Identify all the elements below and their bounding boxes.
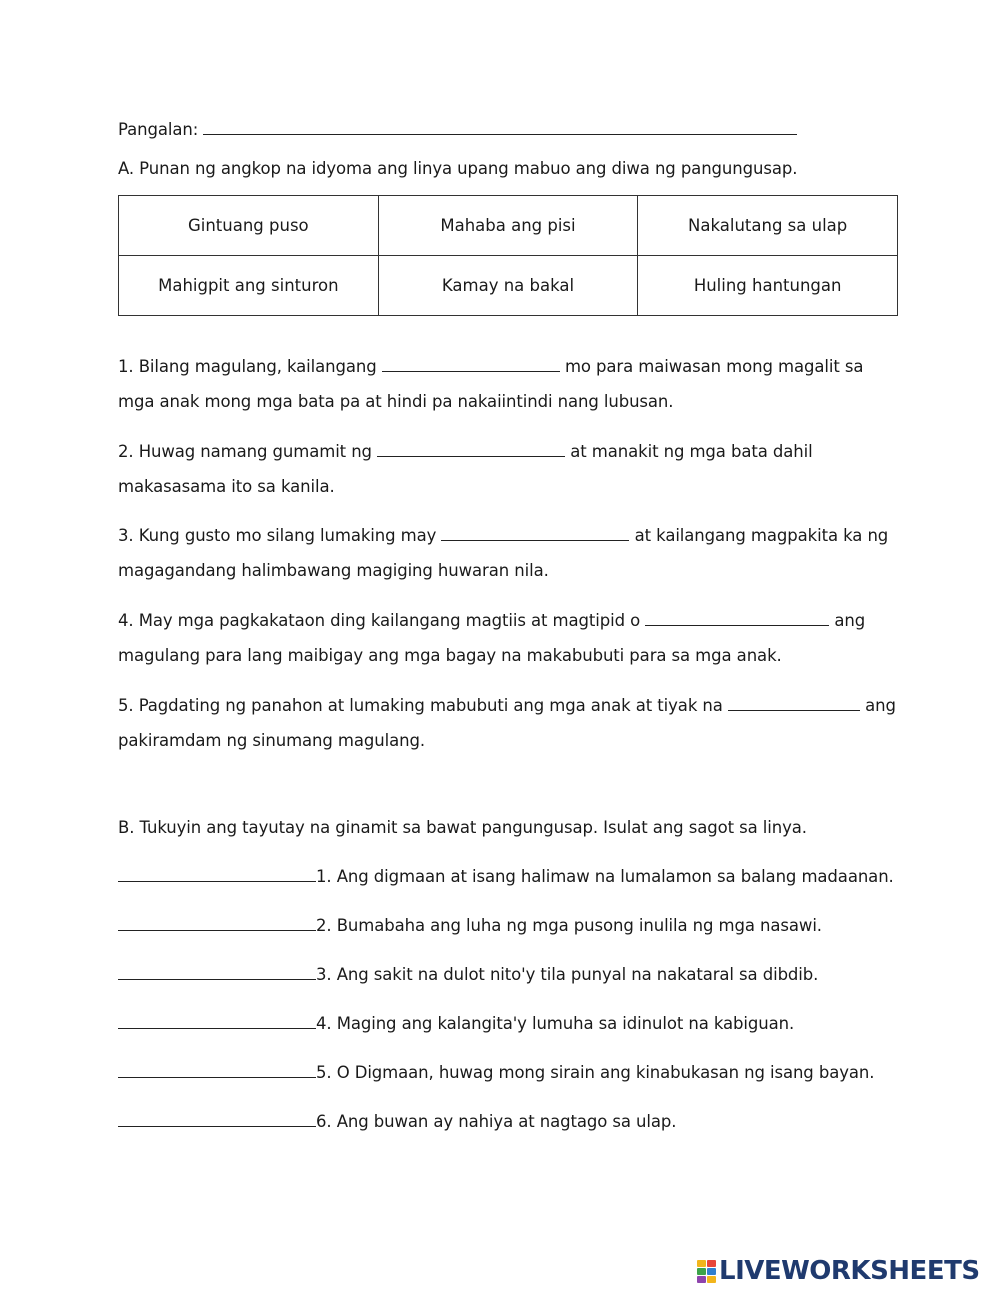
logo-block bbox=[697, 1260, 706, 1267]
item-text: at manakit ng mga bata dahil bbox=[570, 442, 813, 461]
name-label: Pangalan: bbox=[118, 120, 199, 139]
section-b-item-1 bbox=[118, 866, 894, 887]
section-b-item-6 bbox=[118, 1111, 676, 1132]
item-text: 5. Pagdating ng panahon at lumaking mabubuti ang mga anak at tiyak na bbox=[118, 696, 723, 715]
section-a-item-4 bbox=[118, 610, 865, 631]
logo-blocks-icon bbox=[697, 1260, 716, 1283]
logo-block bbox=[697, 1268, 706, 1275]
answer-blank[interactable] bbox=[382, 356, 560, 372]
item-text: 1. Bilang magulang, kailangang bbox=[118, 357, 377, 376]
logo-block bbox=[707, 1260, 716, 1267]
answer-blank[interactable] bbox=[118, 1062, 316, 1078]
item-text: 4. May mga pagkakataon ding kailangang magtiis at magtipid o bbox=[118, 611, 641, 630]
liveworksheets-logo bbox=[697, 1257, 980, 1285]
section-b-item-5 bbox=[118, 1062, 874, 1083]
section-b-item-4 bbox=[118, 1013, 794, 1034]
idiom-cell: Kamay na bakal bbox=[378, 256, 638, 316]
section-a-item-3-cont: magagandang halimbawang magiging huwaran nila. bbox=[118, 561, 549, 580]
section-b-instruction: B. Tukuyin ang tayutay na ginamit sa bawat pangungusap. Isulat ang sagot sa linya. bbox=[118, 818, 807, 837]
section-a-item-4-cont: magulang para lang maibigay ang mga bagay na makabubuti para sa mga anak. bbox=[118, 646, 782, 665]
item-text: ang bbox=[834, 611, 866, 630]
item-text: at kailangang magpakita ka ng bbox=[634, 526, 889, 545]
item-text: 6. Ang buwan ay nahiya at nagtago sa ulap. bbox=[316, 1112, 677, 1131]
answer-blank[interactable] bbox=[377, 441, 565, 457]
item-text: 1. Ang digmaan at isang halimaw na lumalamon sa balang madaanan. bbox=[316, 867, 894, 886]
answer-blank[interactable] bbox=[118, 866, 316, 882]
answer-blank[interactable] bbox=[118, 1111, 316, 1127]
idiom-row bbox=[119, 196, 898, 256]
logo-block bbox=[707, 1268, 716, 1275]
answer-blank[interactable] bbox=[645, 610, 829, 626]
answer-blank[interactable] bbox=[118, 964, 316, 980]
answer-blank[interactable] bbox=[441, 525, 629, 541]
section-a-item-1 bbox=[118, 356, 863, 377]
section-b-item-2 bbox=[118, 915, 822, 936]
item-text: mo para maiwasan mong magalit sa bbox=[564, 357, 864, 376]
section-a-item-3 bbox=[118, 525, 888, 546]
item-text: 2. Huwag namang gumamit ng bbox=[118, 442, 372, 461]
name-blank[interactable] bbox=[203, 119, 797, 135]
idiom-row bbox=[119, 256, 898, 316]
section-a-instruction: A. Punan ng angkop na idyoma ang linya upang mabuo ang diwa ng pangungusap. bbox=[118, 159, 798, 178]
item-text: 4. Maging ang kalangita'y lumuha sa idinulot na kabiguan. bbox=[316, 1014, 795, 1033]
answer-blank[interactable] bbox=[118, 1013, 316, 1029]
logo-block bbox=[697, 1276, 706, 1283]
section-a-item-2 bbox=[118, 441, 813, 462]
answer-blank[interactable] bbox=[728, 695, 860, 711]
section-b-item-3 bbox=[118, 964, 818, 985]
idiom-cell: Mahaba ang pisi bbox=[378, 196, 638, 256]
section-a-item-2-cont: makasasama ito sa kanila. bbox=[118, 477, 335, 496]
item-text: ang bbox=[865, 696, 896, 715]
section-a-item-5-cont: pakiramdam ng sinumang magulang. bbox=[118, 731, 426, 750]
idiom-cell: Mahigpit ang sinturon bbox=[119, 256, 379, 316]
item-text: 3. Kung gusto mo silang lumaking may bbox=[118, 526, 437, 545]
logo-text: LIVEWORKSHEETS bbox=[719, 1256, 980, 1286]
item-text: 3. Ang sakit na dulot nito'y tila punyal na nakataral sa dibdib. bbox=[316, 965, 819, 984]
idiom-cell: Gintuang puso bbox=[119, 196, 379, 256]
section-a-item-1-cont: mga anak mong mga bata pa at hindi pa nakaiintindi nang lubusan. bbox=[118, 392, 674, 411]
idiom-table bbox=[118, 195, 898, 316]
item-text: 2. Bumabaha ang luha ng mga pusong inulila ng mga nasawi. bbox=[316, 916, 822, 935]
answer-blank[interactable] bbox=[118, 915, 316, 931]
section-a-item-5 bbox=[118, 695, 896, 716]
idiom-cell: Nakalutang sa ulap bbox=[638, 196, 898, 256]
idiom-cell: Huling hantungan bbox=[638, 256, 898, 316]
logo-block bbox=[707, 1276, 716, 1283]
item-text: 5. O Digmaan, huwag mong sirain ang kinabukasan ng isang bayan. bbox=[316, 1063, 875, 1082]
name-line bbox=[118, 119, 797, 140]
